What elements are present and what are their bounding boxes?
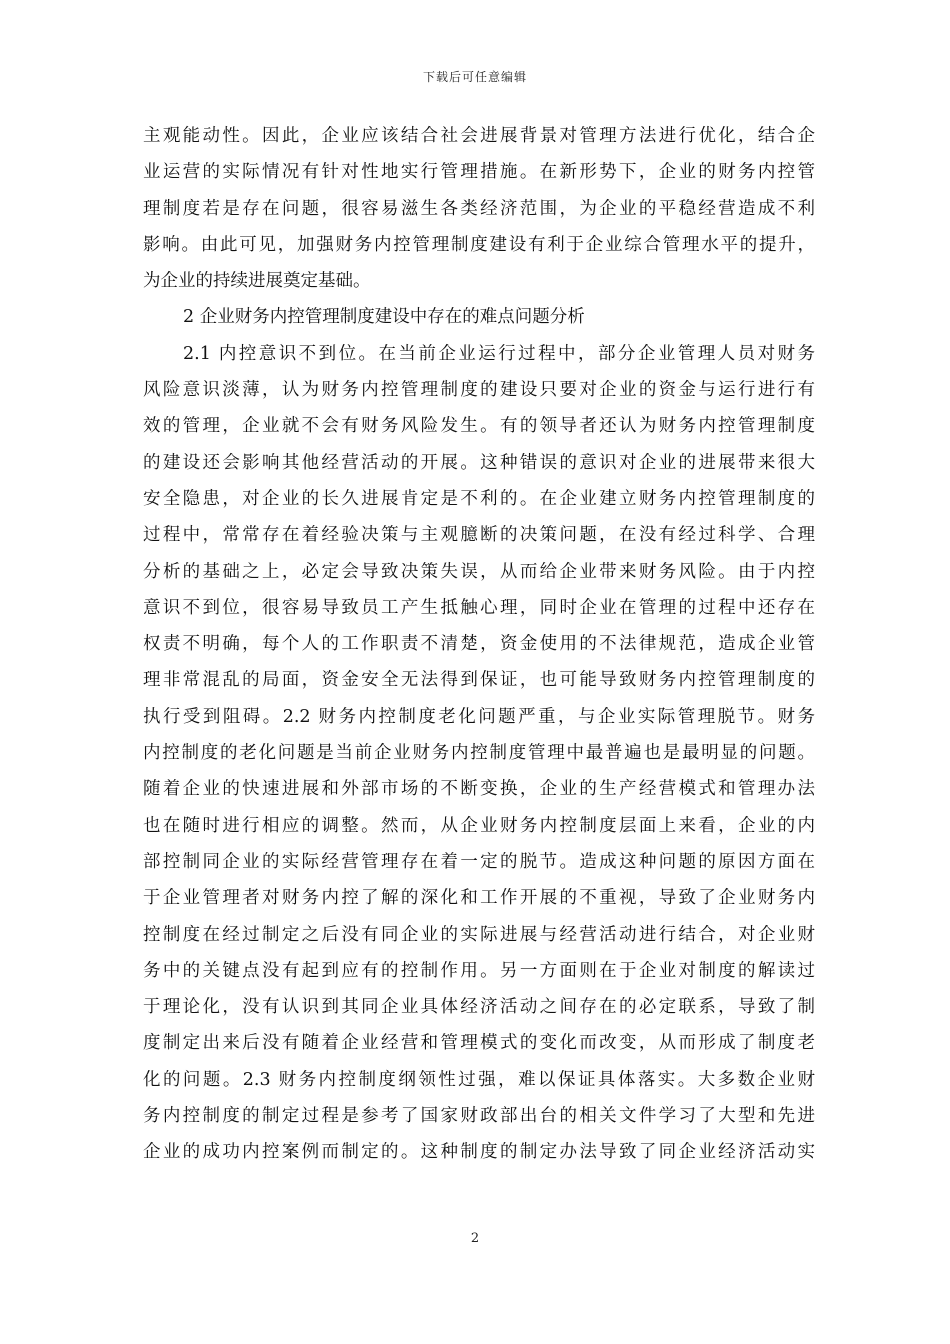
body-line: 也在随时进行相应的调整。然而，从企业财务内控制度层面上来看，企业的内 [143, 815, 815, 836]
section-heading: 2 企业财务内控管理制度建设中存在的难点问题分析 [183, 307, 585, 328]
body-line: 化的问题。2.3 财务内控制度纲领性过强，难以保证具体落实。大多数企业财 [143, 1069, 815, 1090]
body-line: 的建设还会影响其他经营活动的开展。这种错误的意识对企业的进展带来很大 [143, 452, 815, 473]
body-line: 业运营的实际情况有针对性地实行管理措施。在新形势下，企业的财务内控管 [143, 162, 815, 183]
page-number: 2 [470, 1231, 480, 1246]
body-line: 过程中，常常存在着经验决策与主观臆断的决策问题，在没有经过科学、合理 [143, 525, 815, 546]
body-line: 企业的成功内控案例而制定的。这种制度的制定办法导致了同企业经济活动实 [143, 1142, 815, 1163]
body-line: 内控制度的老化问题是当前企业财务内控制度管理中最普遍也是最明显的问题。 [143, 743, 815, 764]
document-body [143, 118, 815, 1171]
body-line: 2.1 内控意识不到位。在当前企业运行过程中，部分企业管理人员对财务 [183, 343, 815, 364]
body-line: 随着企业的快速进展和外部市场的不断变换，企业的生产经营模式和管理办法 [143, 779, 815, 800]
body-line: 主观能动性。因此，企业应该结合社会进展背景对管理方法进行优化，结合企 [143, 126, 815, 146]
page-header: 下载后可任意编辑 [422, 70, 527, 84]
body-line: 分析的基础之上，必定会导致决策失误，从而给企业带来财务风险。由于内控 [143, 561, 815, 582]
body-line: 于理论化，没有认识到其同企业具体经济活动之间存在的必定联系，导致了制 [143, 997, 815, 1018]
body-line: 务内控制度的制定过程是参考了国家财政部出台的相关文件学习了大型和先进 [143, 1106, 815, 1127]
body-line: 影响。由此可见，加强财务内控管理制度建设有利于企业综合管理水平的提升， [143, 234, 815, 255]
body-line: 意识不到位，很容易导致员工产生抵触心理，同时企业在管理的过程中还存在 [143, 597, 815, 618]
body-line: 执行受到阻碍。2.2 财务内控制度老化问题严重，与企业实际管理脱节。财务 [143, 706, 815, 727]
body-line: 部控制同企业的实际经营管理存在着一定的脱节。造成这种问题的原因方面在 [143, 851, 815, 872]
body-line: 为企业的持续进展奠定基础。 [143, 271, 371, 292]
body-line: 风险意识淡薄，认为财务内控管理制度的建设只要对企业的资金与运行进行有 [143, 380, 815, 401]
body-line: 度制定出来后没有随着企业经营和管理模式的变化而改变，从而形成了制度老 [143, 1033, 815, 1054]
body-line: 安全隐患，对企业的长久进展肯定是不利的。在企业建立财务内控管理制度的 [143, 488, 815, 509]
body-line: 于企业管理者对财务内控了解的深化和工作开展的不重视，导致了企业财务内 [143, 888, 815, 909]
body-line: 务中的关键点没有起到应有的控制作用。另一方面则在于企业对制度的解读过 [143, 960, 815, 981]
body-line: 理制度若是存在问题，很容易滋生各类经济范围，为企业的平稳经营造成不利 [143, 198, 815, 219]
body-line: 理非常混乱的局面，资金安全无法得到保证，也可能导致财务内控管理制度的 [143, 670, 815, 691]
body-line: 效的管理，企业就不会有财务风险发生。有的领导者还认为财务内控管理制度 [143, 416, 815, 437]
body-line: 控制度在经过制定之后没有同企业的实际进展与经营活动进行结合，对企业财 [143, 924, 815, 945]
body-line: 权责不明确，每个人的工作职责不清楚，资金使用的不法律规范，造成企业管 [143, 634, 815, 655]
